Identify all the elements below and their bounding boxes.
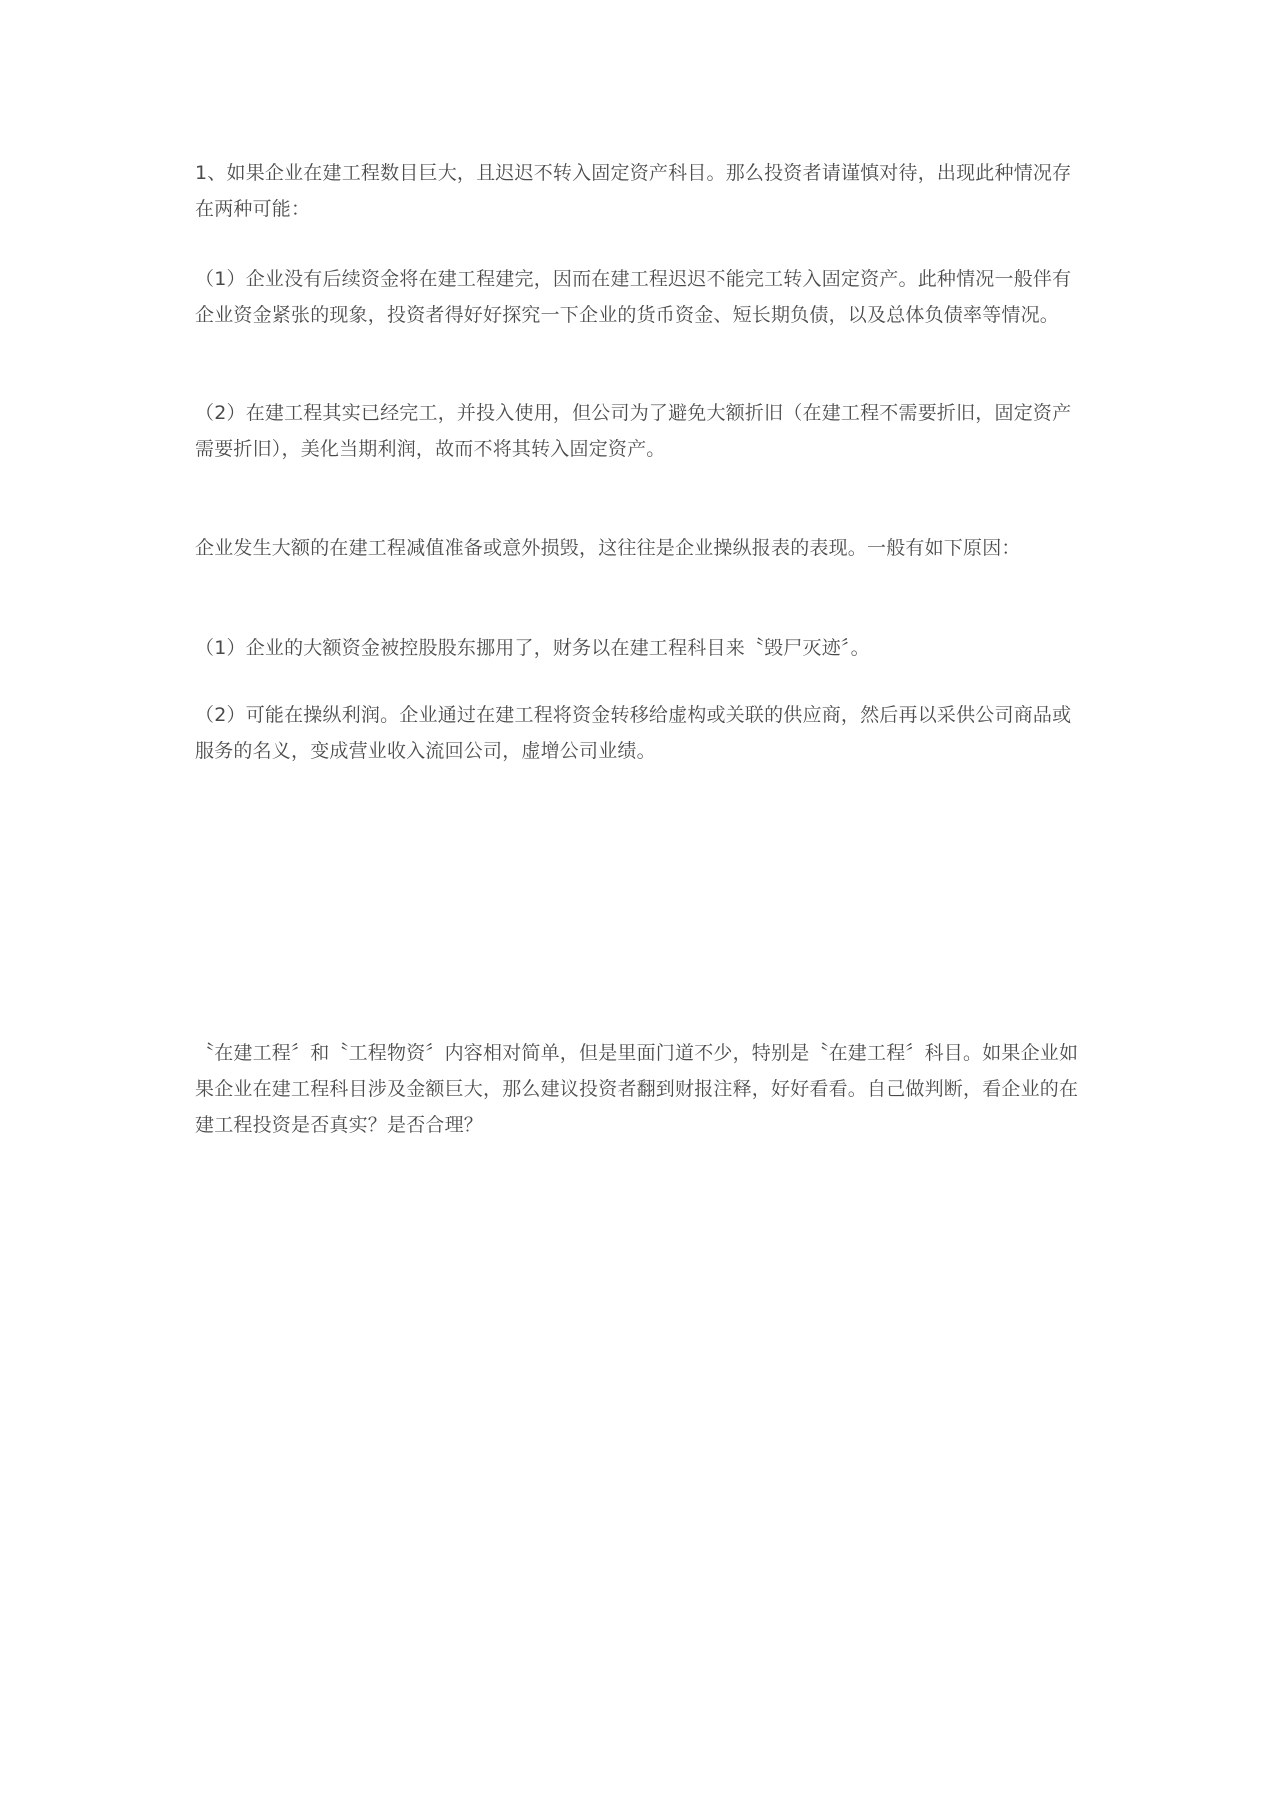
paragraph-impairment: 企业发生大额的在建工程减值准备或意外损毁，这往往是企业操纵报表的表现。一般有如下原因： xyxy=(195,537,1021,559)
paragraph-reason-1: （1）企业没有后续资金将在建工程建完，因而在建工程迟迟不能完工转入固定资产。此种情况一般伴有企业资金紧张的现象，投资者得好好探究一下企业的货币资金、短长期负债，以及总体负债率等情况。 xyxy=(195,268,1072,326)
paragraph-reason-2: （2）在建工程其实已经完工，并投入使用，但公司为了避免大额折旧（在建工程不需要折旧，固定资产需要折旧），美化当期利润，故而不将其转入固定资产。 xyxy=(195,402,1072,460)
paragraph-conclusion: 〝在建工程〞和〝工程物资〞内容相对简单，但是里面门道不少，特别是〝在建工程〞科目。如果企业如果企业在建工程科目涉及金额巨大，那么建议投资者翻到财报注释，好好看看。自己做判断，看企业的在建工程投资是否真实？是否合理？ xyxy=(195,1042,1079,1136)
paragraph-cause-1: （1）企业的大额资金被控股股东挪用了，财务以在建工程科目来〝毁尸灭迹〞。 xyxy=(195,637,870,659)
paragraph-intro: 1、如果企业在建工程数目巨大，且迟迟不转入固定资产科目。那么投资者请谨慎对待，出现此种情况存在两种可能： xyxy=(195,162,1072,220)
paragraph-cause-2: （2）可能在操纵利润。企业通过在建工程将资金转移给虚构或关联的供应商，然后再以采供公司商品或服务的名义，变成营业收入流回公司，虚增公司业绩。 xyxy=(195,704,1072,762)
